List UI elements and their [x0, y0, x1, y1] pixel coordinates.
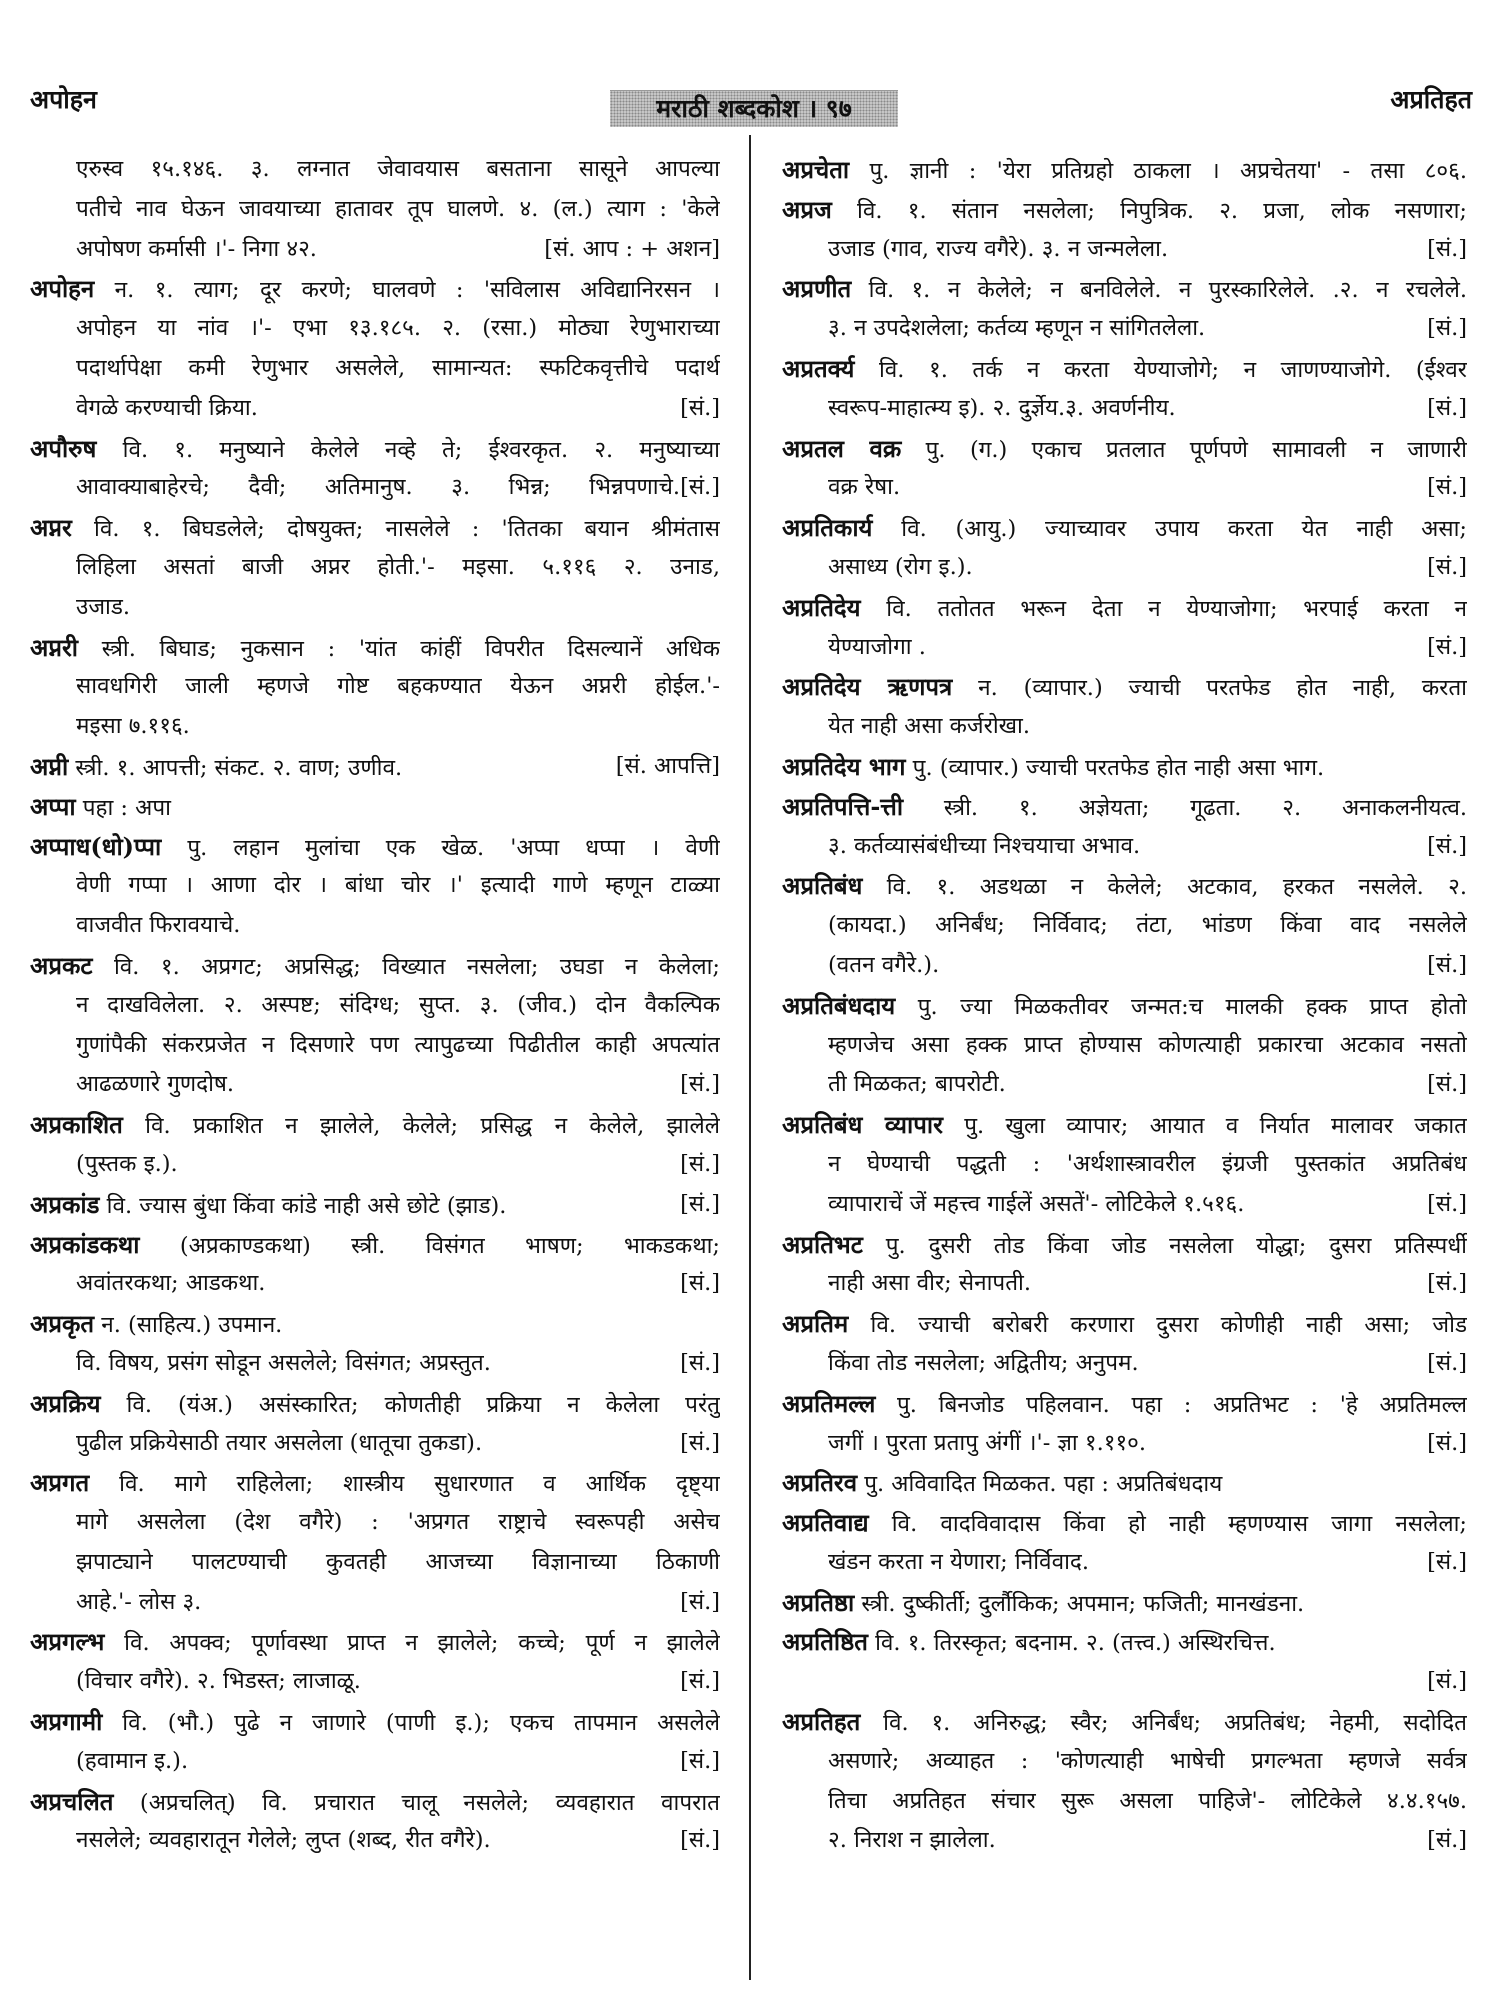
etymology-tag: [सं.]	[680, 1349, 720, 1376]
entry-line	[782, 1662, 1467, 1702]
definition-text: वि. ज्यास बुंधा किंवा कांडे नाही असे छोटे (झाड).	[99, 1192, 507, 1219]
entry-line	[30, 986, 720, 1026]
etymology-tag: [सं.]	[1427, 1349, 1467, 1376]
entry-line	[30, 230, 720, 270]
definition-text: उजाड.	[76, 593, 131, 620]
page-title: मराठी शब्दकोश । ९७	[610, 90, 898, 127]
entry-line	[30, 747, 720, 787]
definition-text: वि. अपक्व; पूर्णावस्था प्राप्त न झालेले; कच्चे; पूर्ण न झालेले	[104, 1630, 720, 1657]
definition-text: अपोषण कर्मासी ।'- निगा ४२.	[76, 235, 317, 262]
etymology-tag: [सं.]	[680, 1588, 720, 1615]
headword: अप्पाध(धो)प्पा	[30, 831, 162, 861]
headword: अप्रतर्क्य	[782, 353, 855, 383]
entry-line	[782, 986, 1467, 1026]
definition-text: न. १. त्याग; दूर करणे; घालवणे : 'सविलास अविद्यानिरसन ।	[94, 277, 720, 304]
entry-line	[30, 1463, 720, 1503]
definition-text: अपोहन या नांव ।'- एभा १३.१८५. २. (रसा.) मोठ्या रेणुभाराच्या	[76, 315, 720, 342]
definition-text: वाजवीत फिरावयाचे.	[76, 912, 241, 939]
definition-text: वि. १. तिरस्कृत; बदनाम. २. (तत्त्व.) अस्थिरचित्त.	[867, 1630, 1276, 1657]
entry-line	[782, 508, 1467, 548]
headword: अप्रतिबंध	[782, 871, 863, 901]
headword: अप्नर	[30, 513, 72, 543]
entry-line	[30, 628, 720, 668]
entry-line	[30, 1583, 720, 1623]
entry-line	[782, 747, 1467, 787]
definition-text: पु. (व्यापार.) ज्याची परतफेड होत नाही असा भाग.	[905, 754, 1325, 781]
definition-text: व्यापाराचें जें महत्त्व गाईलें असतें'- लोटिकेले १.५१६.	[828, 1190, 1245, 1217]
definition-text: ती मिळकत; बापरोटी.	[828, 1071, 1006, 1098]
etymology-tag: [सं.]	[1427, 394, 1467, 421]
etymology-tag: [सं. आप : + अशन]	[544, 235, 720, 262]
etymology-tag: [सं.]	[680, 394, 720, 421]
entry-line	[30, 1384, 720, 1424]
etymology-tag: [सं.]	[1427, 474, 1467, 501]
entry-line	[782, 309, 1467, 349]
entry-line	[782, 906, 1467, 946]
definition-text: वि. (भौ.) पुढे न जाणारे (पाणी इ.); एकच तापमान असलेले	[102, 1710, 720, 1737]
definition-text: स्त्री. १. अज्ञेयता; गूढता. २. अनाकलनीयत्व.	[903, 794, 1467, 821]
etymology-tag: [सं.]	[1427, 1429, 1467, 1456]
entry-line	[30, 429, 720, 469]
entry-line	[782, 548, 1467, 588]
headword: अपौरुष	[30, 433, 97, 463]
definition-text: असणारे; अव्याहत : 'कोणत्याही भाषेची प्रगल्भता म्हणजे सर्वत्र	[828, 1747, 1467, 1774]
headword: अप्रणीत	[782, 274, 852, 304]
headword: अप्रकांड	[30, 1189, 100, 1219]
headword: अप्रगल्भ	[30, 1627, 105, 1657]
etymology-tag: [सं.]	[1427, 1827, 1467, 1854]
definition-text: न. (व्यापार.) ज्याची परतफेड होत नाही, करता	[952, 675, 1467, 702]
headword: अप्रतिष्ठा	[782, 1587, 855, 1617]
headword: अप्रतल वक्र	[782, 433, 902, 463]
etymology-tag: [सं.]	[1427, 1071, 1467, 1098]
definition-text: सावधगिरी जाली म्हणजे गोष्ट बहकण्यात येऊन अप्नरी होईल.'-	[76, 673, 720, 700]
etymology-tag: [सं.]	[1427, 1270, 1467, 1297]
left-guide-word: अपोहन	[30, 85, 97, 114]
entry-line	[30, 1742, 720, 1782]
entry-line	[782, 230, 1467, 270]
entry-line	[30, 1622, 720, 1662]
headword: अप्रकांडकथा	[30, 1229, 140, 1259]
headword: अप्रतिपत्ति-त्ती	[782, 791, 904, 821]
entry-line	[30, 150, 720, 190]
page-header	[0, 0, 1500, 125]
entry-line	[782, 628, 1467, 668]
entry-line	[782, 827, 1467, 867]
headword: अप्रक्रिय	[30, 1388, 101, 1418]
etymology-tag: [सं.]	[680, 1429, 720, 1456]
etymology-tag: [सं. आपत्ति]	[615, 752, 720, 779]
definition-text: स्त्री. दुष्कीर्ती; दुर्लौकिक; अपमान; फजिती; मानखंडना.	[854, 1590, 1305, 1617]
definition-text: वि. विषय, प्रसंग सोडून असलेले; विसंगत; अप्रस्तुत.	[76, 1349, 491, 1376]
definition-text: वि. १. तर्क न करता येण्याजोगे; न जाणण्याजोगे. (ईश्वर	[854, 356, 1467, 383]
entry-line	[30, 548, 720, 588]
definition-text: ३. कर्तव्यासंबंधीच्या निश्चयाचा अभाव.	[828, 832, 1141, 859]
entry-line	[782, 1264, 1467, 1304]
definition-text: पु. (ग.) एकाच प्रतलात पूर्णपणे सामावली न जाणारी	[901, 436, 1467, 463]
entry-line	[782, 787, 1467, 827]
entry-line	[30, 1702, 720, 1742]
headword: अप्रतिवाद्य	[782, 1508, 869, 1538]
entry-line	[30, 707, 720, 747]
entry-line	[782, 946, 1467, 986]
entry-line	[30, 1344, 720, 1384]
definition-text: वेणी गप्पा । आणा दोर । बांधा चोर ।' इत्यादी गाणे म्हणून टाळ्या	[76, 872, 720, 899]
entry-line	[30, 190, 720, 230]
entry-line	[782, 1583, 1467, 1623]
definition-text: पु. ज्ञानी : 'येरा प्रतिग्रहो ठाकला । अप्रचेतया' - तसा ८०६.	[849, 158, 1467, 184]
definition-text: वि. १. मनुष्याने केलेले नव्हे ते; ईश्वरकृत. २. मनुष्याच्या	[96, 436, 720, 463]
definition-text: वि. १. अनिरुद्ध; स्वैर; अनिर्बंध; अप्रतिबंध; नेहमी, सदोदित	[860, 1710, 1467, 1737]
entry-line	[30, 349, 720, 389]
definition-text: उजाड (गाव, राज्य वगैरे). ३. न जन्मलेला.	[828, 235, 1169, 262]
headword: अप्रतिहत	[782, 1707, 861, 1737]
definition-text: मइसा ७.११६.	[76, 713, 190, 740]
headword: अप्रतिभट	[782, 1229, 863, 1259]
definition-text: (कायदा.) अनिर्बंध; निर्विवाद; तंटा, भांडण किंवा वाद नसलेले	[828, 912, 1467, 939]
definition-text: पुढील प्रक्रियेसाठी तयार असलेला (धातूचा तुकडा).	[76, 1429, 483, 1456]
definition-text: न. (साहित्य.) उपमान.	[94, 1312, 283, 1339]
definition-text: वि. ततोतत भरून देता न येण्याजोगा; भरपाई करता न	[860, 595, 1467, 622]
headword: अप्रगामी	[30, 1707, 103, 1737]
entry-line	[782, 588, 1467, 628]
entry-line	[782, 389, 1467, 429]
definition-text: मागे असलेला (देश वगैरे) : 'अप्रगत राष्ट्राचे स्वरूपही असेच	[76, 1509, 720, 1536]
definition-text: वेगळे करण्याची क्रिया.	[76, 394, 258, 421]
headword: अप्रचलित	[30, 1786, 114, 1816]
definition-text: (वतन वगैरे.).	[828, 951, 940, 978]
entry-line	[782, 1225, 1467, 1265]
entry-line	[782, 866, 1467, 906]
definition-text: न दाखविलेला. २. अस्पष्ट; संदिग्ध; सुप्त. ३. (जीव.) दोन वैकल्पिक	[76, 991, 720, 1018]
entry-line	[782, 150, 1467, 190]
definition-text: पदार्थापेक्षा कमी रेणुभार असलेले, सामान्यत: स्फटिकवृत्तीचे पदार्थ	[76, 354, 720, 381]
entry-line	[30, 588, 720, 628]
entry-line	[30, 1304, 720, 1344]
definition-text: (हवामान इ.).	[76, 1747, 189, 1774]
entry-line	[782, 349, 1467, 389]
definition-text: येण्याजोगा .	[828, 633, 926, 660]
etymology-tag: [सं.]	[1427, 633, 1467, 660]
etymology-tag: [सं.]	[1427, 1190, 1467, 1217]
left-column	[30, 150, 720, 1861]
entry-line	[30, 389, 720, 429]
definition-text: गुणांपैकी संकरप्रजेत न दिसणारे पण त्यापुढच्या पिढीतील काही अपत्यांत	[76, 1031, 720, 1058]
definition-text: पहा : अपा	[75, 794, 171, 821]
definition-text: वि. १. बिघडलेले; दोषयुक्त; नासलेले : 'तितका बयान श्रीमंतास	[71, 516, 720, 543]
entry-line	[30, 1543, 720, 1583]
definition-text: एरुस्व १५.१४६. ३. लग्नात जेवावयास बसताना सासूने आपल्या	[76, 156, 720, 182]
entry-line	[30, 787, 720, 827]
headword: अप्रतिरव	[782, 1468, 858, 1498]
definition-text: आवाक्याबाहेरचे; दैवी; अतिमानुष. ३. भिन्न; भिन्नपणाचे.[सं.]	[76, 474, 720, 501]
headword: अप्रतिदेय भाग	[782, 751, 906, 781]
definition-text: खंडन करता न येणारा; निर्विवाद.	[828, 1548, 1090, 1575]
definition-text: वि. (यंअ.) असंस्कारित; कोणतीही प्रक्रिया न केलेला परंतु	[100, 1391, 720, 1418]
definition-text: (अप्रचलित्) वि. प्रचारात चालू नसलेले; व्यवहारात वापरात	[113, 1789, 720, 1816]
entry-line	[30, 866, 720, 906]
etymology-tag: [सं.]	[680, 1270, 720, 1297]
definition-text: येत नाही असा कर्जरोखा.	[828, 713, 1031, 740]
entry-line	[782, 1065, 1467, 1105]
definition-text: वक्र रेषा.	[828, 474, 901, 501]
etymology-tag: [सं.]	[1427, 235, 1467, 262]
definition-text: आहे.'- लोस ३.	[76, 1588, 202, 1615]
entry-line	[30, 1782, 720, 1822]
entry-line	[782, 667, 1467, 707]
entry-line	[30, 1105, 720, 1145]
definition-text: पु. दुसरी तोड किंवा जोड नसलेला योद्धा; दुसरा प्रतिस्पर्धी	[862, 1232, 1467, 1259]
definition-text: वि. १. न केलेले; न बनविलेले. न पुरस्कारिलेले. .२. न रचलेले.	[851, 277, 1467, 304]
headword: अप्रतिबंधदाय	[782, 990, 896, 1020]
headword: अप्रकट	[30, 950, 93, 980]
etymology-tag: [सं.]	[680, 1190, 720, 1217]
etymology-tag: [सं.]	[680, 1747, 720, 1774]
definition-text: वि. (आयु.) ज्याच्यावर उपाय करता येत नाही असा;	[872, 516, 1467, 543]
headword: अप्रतिदेय	[782, 592, 861, 622]
definition-text: किंवा तोड नसलेला; अद्वितीय; अनुपम.	[828, 1349, 1139, 1376]
headword: अप्रज	[782, 194, 832, 224]
definition-text: स्वरूप-माहात्म्य इ). २. दुर्ज्ञेय.३. अवर्णनीय.	[828, 394, 1176, 421]
headword: अप्रचेता	[782, 155, 850, 184]
entry-line	[30, 309, 720, 349]
headword: अप्रतिकार्य	[782, 513, 873, 543]
etymology-tag: [सं.]	[680, 1071, 720, 1098]
entry-line	[782, 1702, 1467, 1742]
definition-text: नसलेले; व्यवहारातून गेलेले; लुप्त (शब्द, रीत वगैरे).	[76, 1827, 491, 1854]
right-guide-word: अप्रतिहत	[1390, 85, 1472, 114]
entry-line	[782, 1145, 1467, 1185]
entry-line	[30, 1065, 720, 1105]
entry-line	[782, 1304, 1467, 1344]
headword: अप्रतिम	[782, 1309, 849, 1339]
etymology-tag: [सं.]	[680, 1827, 720, 1854]
definition-text: तिचा अप्रतिहत संचार सुरू असला पाहिजे'- लोटिकेले ४.४.१५७.	[828, 1787, 1467, 1814]
etymology-tag: [सं.]	[1427, 1668, 1467, 1695]
definition-text: पु. अविवादित मिळकत. पहा : अप्रतिबंधदाय	[857, 1471, 1223, 1498]
entry-line	[782, 1821, 1467, 1861]
entry-line	[30, 667, 720, 707]
headword: अप्रतिदेय ऋणपत्र	[782, 672, 953, 702]
definition-text: (अप्रकाण्डकथा) स्त्री. विसंगत भाषण; भाकडकथा;	[139, 1232, 720, 1259]
definition-text: स्त्री. १. आपत्ती; संकट. २. वाण; उणीव.	[68, 754, 403, 781]
entry-line	[782, 1384, 1467, 1424]
definition-text: पु. बिनजोड पहिलवान. पहा : अप्रतिभट : 'हे अप्रतिमल्ल	[875, 1391, 1467, 1418]
etymology-tag: [सं.]	[1427, 1548, 1467, 1575]
entry-line	[782, 1424, 1467, 1464]
definition-text: पतीचे नाव घेऊन जावयाच्या हातावर तूप घालणे. ४. (ल.) त्याग : 'केले	[76, 195, 720, 222]
definition-text: पु. खुला व्यापार; आयात व निर्यात मालावर जकात	[942, 1113, 1467, 1140]
entry-line	[30, 1145, 720, 1185]
entry-line	[30, 1026, 720, 1066]
right-column	[782, 150, 1467, 1861]
headword: अप्नरी	[30, 632, 79, 662]
definition-text: वि. १. संतान नसलेला; निपुत्रिक. २. प्रजा, लोक नसणारा;	[831, 197, 1467, 224]
definition-text: जगीं । पुरता प्रतापु अंगीं ।'- ज्ञा १.११०.	[828, 1429, 1147, 1456]
entry-line	[30, 946, 720, 986]
etymology-tag: [सं.]	[680, 1668, 720, 1695]
definition-text: वि. प्रकाशित न झालेले, केलेले; प्रसिद्ध न केलेले, झालेले	[122, 1113, 720, 1140]
entry-line	[782, 1344, 1467, 1384]
headword: अप्रतिमल्ल	[782, 1388, 876, 1418]
definition-text: नाही असा वीर; सेनापती.	[828, 1270, 1032, 1297]
headword: अप्पा	[30, 791, 76, 821]
definition-text: आढळणारे गुणदोष.	[76, 1071, 235, 1098]
definition-text: पु. लहान मुलांचा एक खेळ. 'अप्पा धप्पा । वेणी	[161, 834, 720, 861]
definition-text: (पुस्तक इ.).	[76, 1150, 178, 1177]
entry-line	[782, 468, 1467, 508]
definition-text: अवांतरकथा; आडकथा.	[76, 1270, 266, 1297]
entry-line	[782, 1622, 1467, 1662]
etymology-tag: [सं.]	[1427, 315, 1467, 342]
definition-text: असाध्य (रोग इ.).	[828, 553, 973, 580]
definition-text: लिहिला असतां बाजी अप्नर होती.'- मइसा. ५.११६ २. उनाड,	[76, 553, 720, 580]
etymology-tag: [सं.]	[1427, 951, 1467, 978]
definition-text: ३. न उपदेशलेला; कर्तव्य म्हणून न सांगितलेला.	[828, 315, 1206, 342]
entry-line	[30, 1821, 720, 1861]
entry-line	[782, 1742, 1467, 1782]
definition-text: (विचार वगैरे). २. भिडस्त; लाजाळू.	[76, 1668, 361, 1695]
definition-text: न घेण्याची पद्धती : 'अर्थशास्त्रावरील इंग्रजी पुस्तकांत अप्रतिबंध	[828, 1150, 1467, 1177]
entry-line	[30, 1185, 720, 1225]
entry-line	[30, 1424, 720, 1464]
etymology-tag: [सं.]	[1427, 553, 1467, 580]
entry-line	[782, 1185, 1467, 1225]
definition-text: वि. १. अडथळा न केलेले; अटकाव, हरकत नसलेले. २.	[862, 874, 1467, 901]
headword: अप्रकृत	[30, 1309, 95, 1339]
entry-line	[782, 707, 1467, 747]
entry-line	[30, 1225, 720, 1265]
entry-line	[30, 468, 720, 508]
headword: अप्रगत	[30, 1468, 90, 1498]
definition-text: पु. ज्या मिळकतीवर जन्मत:च मालकी हक्क प्राप्त होतो	[895, 993, 1467, 1020]
entry-line	[30, 906, 720, 946]
entry-line	[782, 1463, 1467, 1503]
entry-line	[782, 1026, 1467, 1066]
headword: अप्रकाशित	[30, 1110, 123, 1140]
headword: अप्रतिष्ठित	[782, 1627, 868, 1657]
entry-line	[30, 1662, 720, 1702]
entry-line	[782, 269, 1467, 309]
definition-text: वि. वादविवादास किंवा हो नाही म्हणण्यास जागा नसलेला;	[868, 1511, 1467, 1538]
entry-line	[782, 429, 1467, 469]
entry-line	[30, 508, 720, 548]
entry-line	[782, 1503, 1467, 1543]
definition-text: वि. ज्याची बरोबरी करणारा दुसरा कोणीही नाही असा; जोड	[848, 1312, 1467, 1339]
definition-text: झपाट्याने पालटण्याची कुवतही आजच्या विज्ञानाच्या ठिकाणी	[76, 1548, 720, 1575]
definition-text: स्त्री. बिघाड; नुकसान : 'यांत कांहीं विपरीत दिसल्यानें अधिक	[78, 635, 720, 662]
column-divider	[749, 135, 751, 1980]
entry-line	[30, 1503, 720, 1543]
entry-line	[30, 269, 720, 309]
headword: अप्नी	[30, 751, 69, 781]
definition-text: म्हणजेच असा हक्क प्राप्त होण्यास कोणत्याही प्रकारचा अटकाव नसतो	[828, 1031, 1467, 1058]
etymology-tag: [सं.]	[680, 1150, 720, 1177]
definition-text: वि. मागे राहिलेला; शास्त्रीय सुधारणात व आर्थिक दृष्ट्या	[89, 1471, 720, 1498]
headword: अपोहन	[30, 274, 95, 304]
etymology-tag: [सं.]	[1427, 832, 1467, 859]
entry-line	[782, 1543, 1467, 1583]
entry-line	[782, 1782, 1467, 1822]
entry-line	[782, 1105, 1467, 1145]
entry-line	[30, 827, 720, 867]
definition-text: वि. १. अप्रगट; अप्रसिद्ध; विख्यात नसलेला; उघडा न केलेला;	[92, 953, 720, 980]
entry-line	[30, 1264, 720, 1304]
entry-line	[782, 190, 1467, 230]
definition-text: २. निराश न झालेला.	[828, 1827, 996, 1854]
headword: अप्रतिबंध व्यापार	[782, 1110, 943, 1140]
